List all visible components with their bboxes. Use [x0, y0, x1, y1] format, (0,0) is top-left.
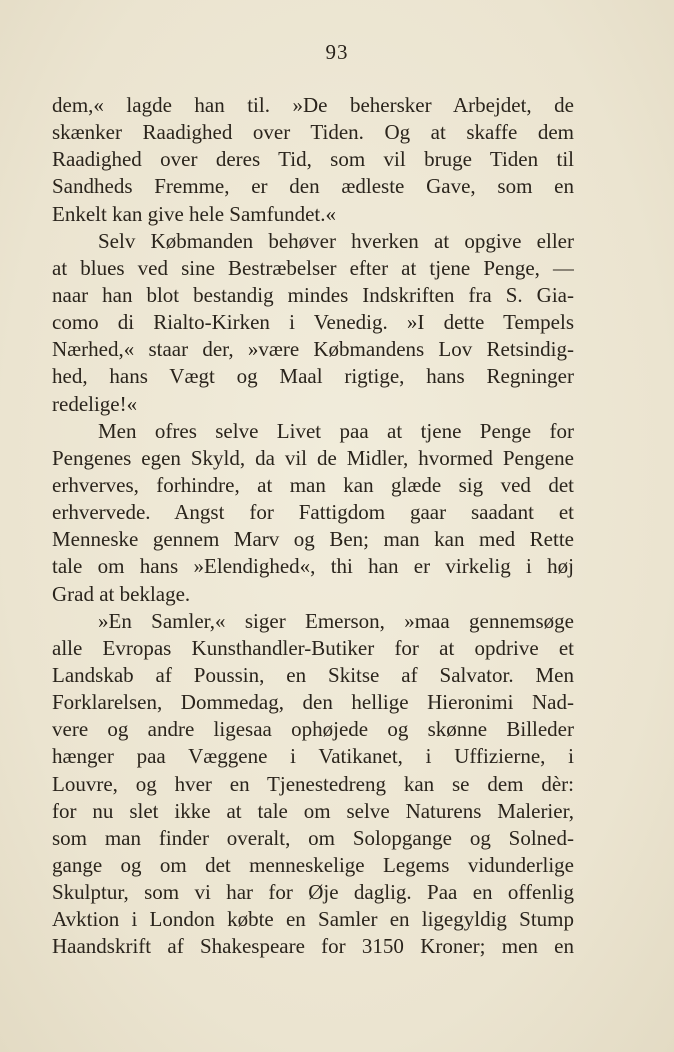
text-line: Grad at beklage. [52, 581, 191, 606]
text-line: Menneske gennem Marv og Ben; man kan med Rette [52, 527, 574, 552]
text-line: naar han blot bestandig mindes Indskriften fra S. Gia- [52, 282, 574, 307]
text-line: Skulptur, som vi har for Øje daglig. Paa en offenlig [52, 880, 574, 905]
page-number: 93 [325, 40, 349, 64]
text-line: Louvre, og hver en Tjenestedreng kan se dem dèr: [52, 771, 574, 796]
text-line: gange og om det menneskelige Legems vidunderlige [52, 852, 574, 877]
text-line: »En Samler,« siger Emerson, »maa gennemsøge [98, 608, 574, 633]
text-line: at blues ved sine Bestræbelser efter at tjene Penge, — [52, 255, 574, 280]
text-line: Men ofres selve Livet paa at tjene Penge for [98, 418, 574, 443]
text-line: redelige!« [52, 391, 138, 416]
text-line: dem,« lagde han til. »De behersker Arbejdet, de [52, 93, 574, 117]
text-line: for nu slet ikke at tale om selve Naturens Malerier, [52, 798, 574, 823]
text-line: Pengenes egen Skyld, da vil de Midler, hvormed Pengene [52, 445, 574, 470]
text-line: Raadighed over deres Tid, som vil bruge Tiden til [52, 147, 574, 172]
text-line: skænker Raadighed over Tiden. Og at skaffe dem [52, 120, 574, 145]
text-line: Landskab af Poussin, en Skitse af Salvator. Men [52, 662, 574, 687]
text-line: erhverves, forhindre, at man kan glæde sig ved det [52, 472, 574, 497]
text-line: hed, hans Vægt og Maal rigtige, hans Regninger [52, 364, 574, 389]
text-line: Forklarelsen, Dommedag, den hellige Hieronimi Nad- [52, 690, 574, 715]
text-line: hænger paa Væggene i Vatikanet, i Uffizierne, i [52, 744, 574, 769]
text-line: Sandheds Fremme, er den ædleste Gave, som en [52, 174, 574, 199]
text-line: alle Evropas Kunsthandler-Butiker for at opdrive et [52, 635, 574, 660]
text-line: erhvervede. Angst for Fattigdom gaar saadant et [52, 500, 574, 525]
text-line: som man finder overalt, om Solopgange og Solned- [52, 825, 574, 850]
body-text [52, 92, 574, 961]
text-line: como di Rialto-Kirken i Venedig. »I dette Tempels [52, 310, 574, 335]
text-line: Enkelt kan give hele Samfundet.« [52, 201, 337, 226]
text-line: Selv Købmanden behøver hverken at opgive eller [98, 228, 574, 253]
text-line: Nærhed,« staar der, »være Købmandens Lov Retsindig- [52, 337, 574, 362]
text-line: tale om hans »Elendighed«, thi han er virkelig i høj [52, 554, 574, 579]
text-line: Avktion i London købte en Samler en ligegyldig Stump [52, 907, 574, 932]
text-line: Haandskrift af Shakespeare for 3150 Kroner; men en [52, 934, 574, 959]
text-line: vere og andre ligesaa ophøjede og skønne Billeder [52, 717, 574, 742]
